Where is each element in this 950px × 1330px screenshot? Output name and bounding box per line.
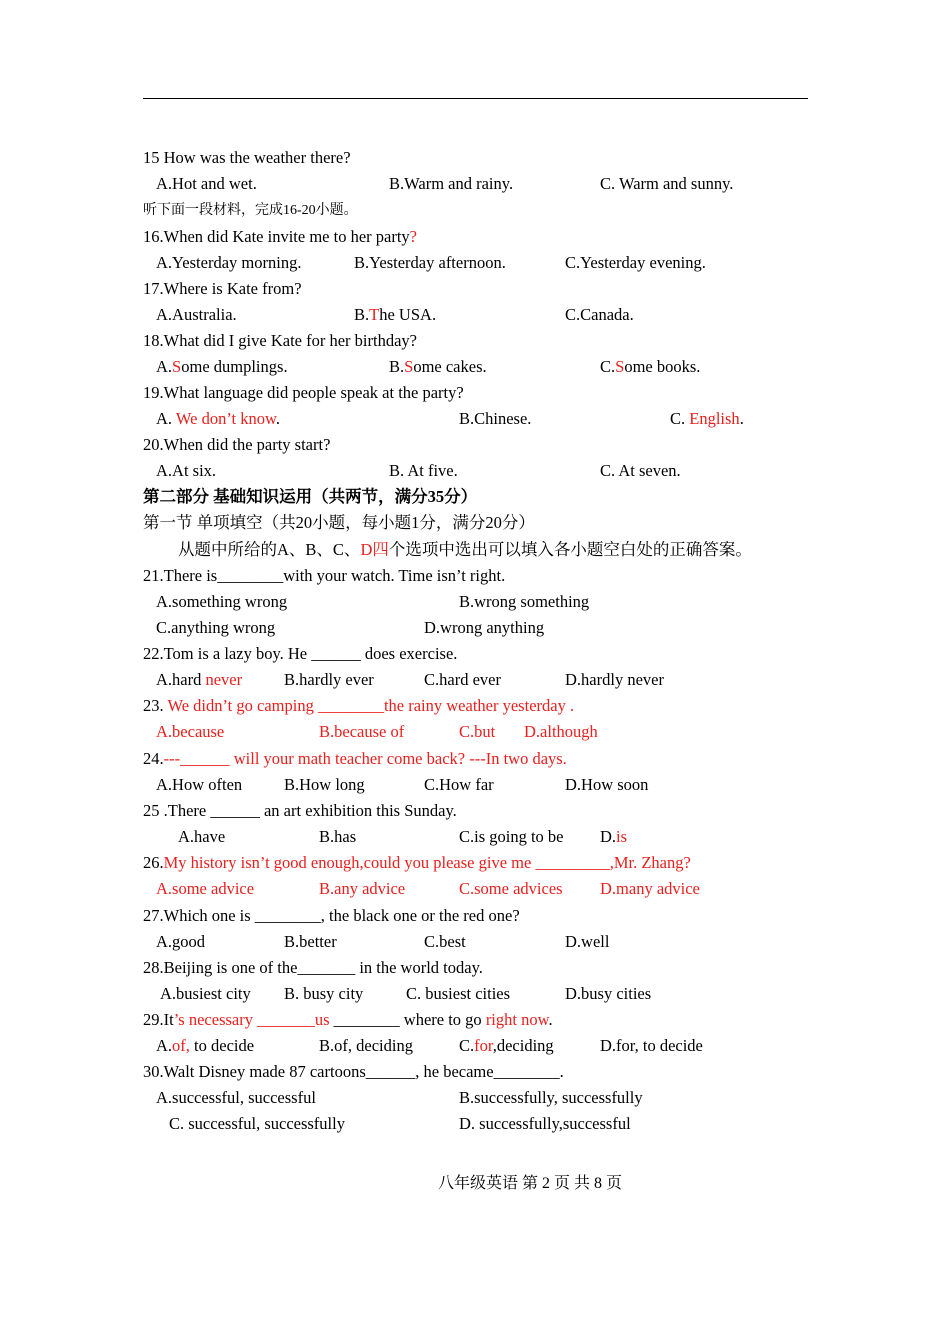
- q19-option-a[interactable]: [156, 409, 280, 429]
- q18-c-text: ome books.: [624, 357, 701, 376]
- q26-option-a[interactable]: A.some advice: [156, 879, 255, 898]
- q22-option-d[interactable]: D.hardly never: [565, 670, 664, 689]
- q19-a-text: .: [275, 409, 280, 428]
- q23-option-d[interactable]: D.although: [524, 722, 598, 741]
- q21-option-b[interactable]: B.wrong something: [459, 592, 590, 611]
- q26-option-d[interactable]: D.many advice: [600, 879, 700, 898]
- q26-stem: [143, 853, 691, 873]
- q21-option-a[interactable]: A.something wrong: [156, 592, 288, 611]
- q25-option-c[interactable]: C.is going to be: [459, 827, 564, 846]
- q23-stem: [143, 696, 574, 716]
- footer-page-suffix: 页: [602, 1175, 623, 1192]
- q25-option-b[interactable]: B.has: [319, 827, 357, 846]
- q28-option-a[interactable]: A.busiest city: [160, 984, 251, 1003]
- q22-a-mark: never: [205, 670, 243, 689]
- q29-stem-part2: ’s necessary _______us: [173, 1010, 330, 1029]
- q19-c-text: .: [739, 409, 744, 428]
- q22-option-a[interactable]: [156, 670, 242, 690]
- footer-total-pages: 8: [594, 1175, 603, 1192]
- q27-option-c[interactable]: C.best: [424, 932, 466, 951]
- q29-a-text: to decide: [189, 1036, 255, 1055]
- q15-option-b[interactable]: B.Warm and rainy.: [389, 174, 514, 193]
- q27-option-a[interactable]: A.good: [156, 932, 206, 951]
- q30-option-d[interactable]: D. successfully,successful: [459, 1114, 631, 1133]
- instructions-prefix: 从题中所给的A、B、C、: [178, 540, 361, 559]
- q18-option-a[interactable]: [156, 357, 288, 377]
- q19-stem: 19.What language did people speak at the party?: [143, 383, 464, 402]
- q18-c-prefix: C.: [600, 357, 616, 376]
- q29-option-a[interactable]: [156, 1036, 254, 1056]
- part2-title: 第二部分 基础知识运用（共两节，满分35分）: [143, 487, 478, 506]
- q22-stem: 22.Tom is a lazy boy. He ______ does exercise.: [143, 644, 458, 663]
- q29-c-prefix: C.: [459, 1036, 475, 1055]
- q28-option-d[interactable]: D.busy cities: [565, 984, 652, 1003]
- q26-option-c[interactable]: C.some advices: [459, 879, 563, 898]
- q26-stem-text: My history isn’t good enough,could you please give me _________,Mr. Zhang?: [163, 853, 691, 872]
- q30-stem: 30.Walt Disney made 87 cartoons______, he became________.: [143, 1062, 564, 1081]
- q15-stem: 15 How was the weather there?: [143, 148, 351, 167]
- instructions-text: 个选项中选出可以填入各小题空白处的正确答案。: [388, 540, 752, 559]
- footer-subject: 八年级英语: [438, 1175, 519, 1192]
- q22-option-c[interactable]: C.hard ever: [424, 670, 501, 689]
- q17-option-b[interactable]: [354, 305, 436, 325]
- footer-total-label: 页 共: [550, 1175, 595, 1192]
- q15-option-c[interactable]: C. Warm and sunny.: [600, 174, 734, 193]
- q19-a-mark: We don’t know: [175, 409, 276, 428]
- q23-number: 23.: [143, 696, 168, 715]
- q29-stem: [143, 1010, 553, 1030]
- q16-option-b[interactable]: B.Yesterday afternoon.: [354, 253, 506, 272]
- q22-option-b[interactable]: B.hardly ever: [284, 670, 374, 689]
- q29-a-mark: of,: [172, 1036, 190, 1055]
- q21-option-c[interactable]: C.anything wrong: [156, 618, 276, 637]
- q29-a-prefix: A.: [156, 1036, 173, 1055]
- q29-stem-part4: right now: [485, 1010, 549, 1029]
- q29-option-b[interactable]: B.of, deciding: [319, 1036, 413, 1055]
- q29-stem-part1: 29.It: [143, 1010, 174, 1029]
- q17-b-text: he USA.: [379, 305, 437, 324]
- q26-option-b[interactable]: B.any advice: [319, 879, 406, 898]
- q19-c-mark: English: [689, 409, 740, 428]
- q18-a-text: ome dumplings.: [181, 357, 288, 376]
- q15-option-a[interactable]: A.Hot and wet.: [156, 174, 257, 193]
- q24-option-b[interactable]: B.How long: [284, 775, 365, 794]
- q30-option-b[interactable]: B.successfully, successfully: [459, 1088, 643, 1107]
- q22-a-text: A.hard: [156, 670, 206, 689]
- instructions-mark: D四: [360, 540, 389, 559]
- q29-option-c[interactable]: [459, 1036, 554, 1056]
- footer-text: [438, 1170, 622, 1193]
- q18-c-mark: S: [615, 357, 625, 376]
- q16-stem-text: 16.When did Kate invite me to her party: [143, 227, 410, 246]
- q24-option-d[interactable]: D.How soon: [565, 775, 649, 794]
- q30-option-a[interactable]: A.successful, successful: [156, 1088, 316, 1107]
- q18-option-c[interactable]: [600, 357, 700, 377]
- q23-option-c[interactable]: C.but: [459, 722, 496, 741]
- q28-option-c[interactable]: C. busiest cities: [406, 984, 511, 1003]
- q18-stem: 18.What did I give Kate for her birthday?: [143, 331, 417, 350]
- q16-option-a[interactable]: A.Yesterday morning.: [156, 253, 302, 272]
- q29-stem-part5: .: [548, 1010, 553, 1029]
- q29-c-mark: for: [474, 1036, 493, 1055]
- footer-page-label: 第: [518, 1175, 543, 1192]
- q19-a-prefix: A.: [156, 409, 176, 428]
- q24-stem-text: ---______ will your math teacher come back? ---In two days.: [163, 749, 567, 768]
- q20-option-a[interactable]: A.At six.: [156, 461, 217, 480]
- q18-a-prefix: A.: [156, 357, 173, 376]
- q25-stem: 25 .There ______ an art exhibition this Sunday.: [143, 801, 457, 820]
- q17-b-prefix: B.: [354, 305, 370, 324]
- q21-option-d[interactable]: D.wrong anything: [424, 618, 545, 637]
- footer-page-number: 2: [542, 1175, 551, 1192]
- q20-option-c[interactable]: C. At seven.: [600, 461, 681, 480]
- q29-stem-part3: ________ where to go: [329, 1010, 486, 1029]
- q28-option-b[interactable]: B. busy city: [284, 984, 364, 1003]
- q24-stem: [143, 749, 567, 769]
- q29-c-text: ,deciding: [492, 1036, 554, 1055]
- q18-b-mark: S: [404, 357, 414, 376]
- q17-option-a[interactable]: A.Australia.: [156, 305, 237, 324]
- q24-option-a[interactable]: A.How often: [156, 775, 243, 794]
- q19-c-prefix: C.: [670, 409, 690, 428]
- q26-number: 26.: [143, 853, 164, 872]
- q20-stem: 20.When did the party start?: [143, 435, 331, 454]
- q27-stem: 27.Which one is ________, the black one or the red one?: [143, 906, 520, 925]
- q29-option-d[interactable]: D.for, to decide: [600, 1036, 703, 1055]
- q24-option-c[interactable]: C.How far: [424, 775, 494, 794]
- q18-option-b[interactable]: [389, 357, 487, 377]
- q17-option-c[interactable]: C.Canada.: [565, 305, 634, 324]
- instructions: [178, 540, 752, 560]
- q25-d-text: is: [616, 827, 628, 846]
- q18-b-prefix: B.: [389, 357, 405, 376]
- q23-option-b[interactable]: B.because of: [319, 722, 405, 741]
- section1-title: 第一节 单项填空（共20小题，每小题1分，满分20分）: [143, 513, 535, 532]
- q23-option-a[interactable]: A.because: [156, 722, 225, 741]
- listening-note: 听下面一段材料，完成16-20小题。: [143, 203, 358, 218]
- q16-option-c[interactable]: C.Yesterday evening.: [565, 253, 706, 272]
- q25-d-prefix: D.: [600, 827, 617, 846]
- q20-option-b[interactable]: B. At five.: [389, 461, 458, 480]
- q25-option-d[interactable]: [600, 827, 627, 847]
- q18-a-mark: S: [172, 357, 182, 376]
- q21-stem: 21.There is________with your watch. Time isn’t right.: [143, 566, 506, 585]
- q17-b-mark: T: [369, 305, 380, 324]
- q16-stem-mark: ?: [409, 227, 417, 246]
- q25-option-a[interactable]: A.have: [178, 827, 226, 846]
- q27-option-b[interactable]: B.better: [284, 932, 337, 951]
- q19-option-c[interactable]: [670, 409, 744, 429]
- q17-stem: 17.Where is Kate from?: [143, 279, 302, 298]
- q24-number: 24.: [143, 749, 164, 768]
- q30-option-c[interactable]: C. successful, successfully: [169, 1114, 345, 1133]
- q19-option-b[interactable]: B.Chinese.: [459, 409, 532, 428]
- q23-stem-text: We didn’t go camping ________the rainy weather yesterday .: [167, 696, 575, 715]
- q18-b-text: ome cakes.: [413, 357, 487, 376]
- q27-option-d[interactable]: D.well: [565, 932, 610, 951]
- q28-stem: 28.Beijing is one of the_______ in the world today.: [143, 958, 483, 977]
- header-rule: [143, 98, 808, 99]
- q16-stem: [143, 227, 417, 247]
